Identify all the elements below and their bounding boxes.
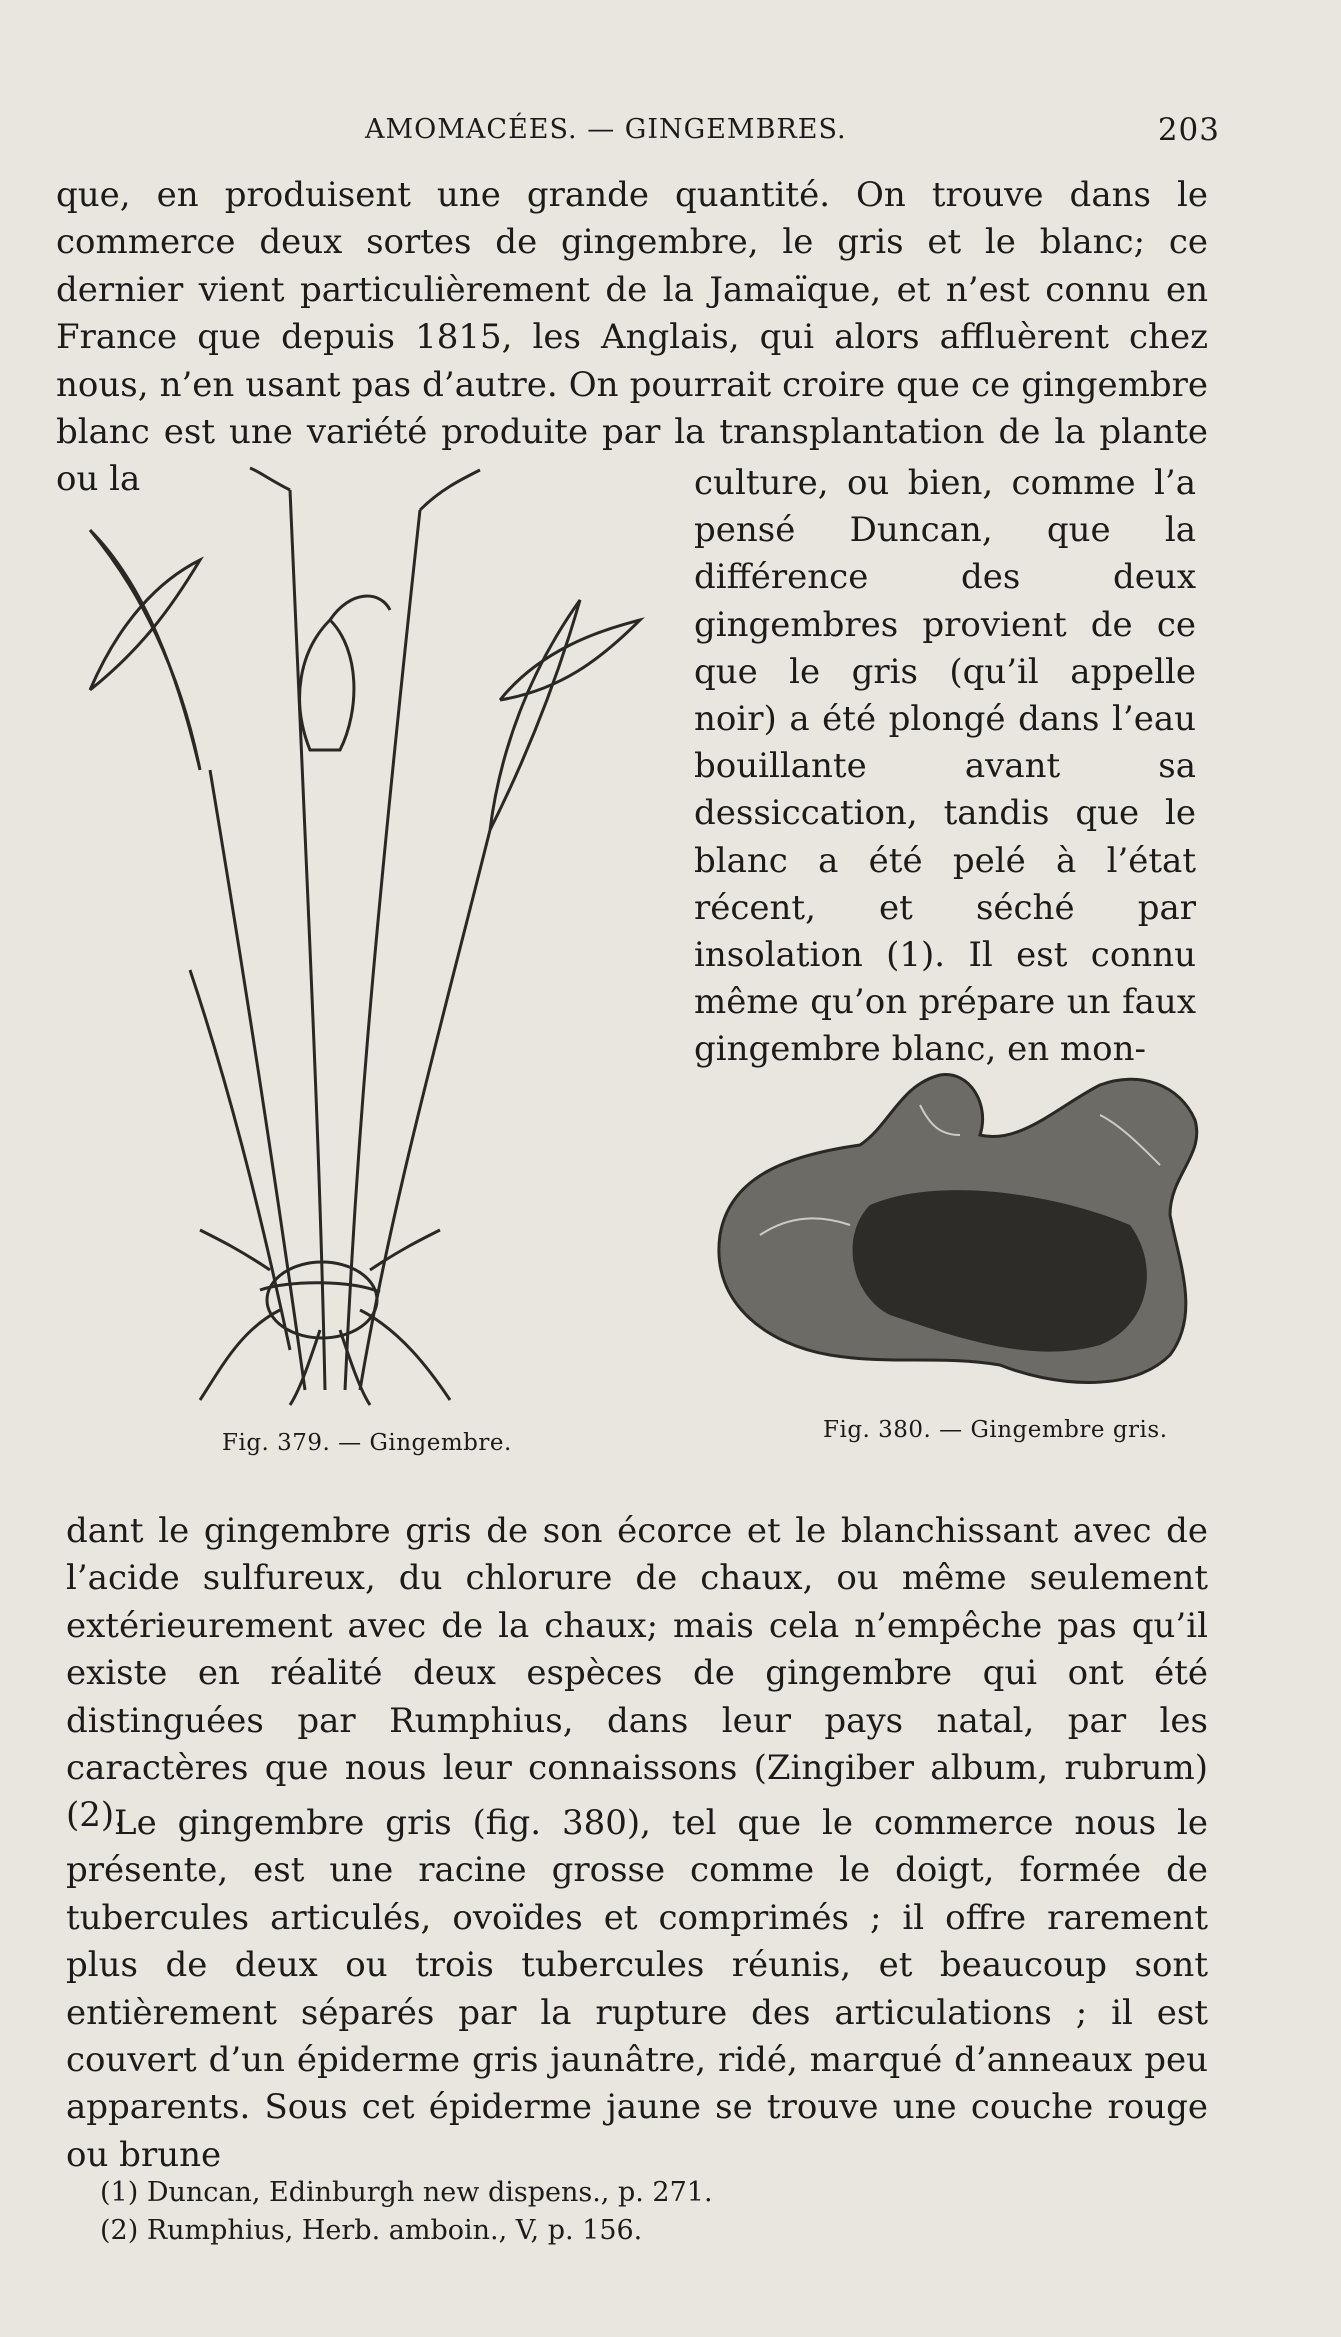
ginger-plant-illustration	[60, 450, 660, 1410]
fig379-caption: Fig. 379. — Gingembre.	[222, 1430, 512, 1456]
narrow-paragraph: culture, ou bien, comme l’a pensé Duncan, que la différence des deux gingembres provient de ce que le gris (qu’il appelle noir) a été plongé dans l’eau bouillante avant sa dessiccation, tandis que le blanc a été pelé à l’état récent, et séché par insolation (1). Il est connu même qu’on prépare un faux gingembre blanc, en mon-	[694, 463, 1196, 1070]
footnote-1: (1) Duncan, Edinburgh new dispens., p. 271.	[100, 2177, 713, 2208]
running-header	[60, 108, 1220, 158]
footnote-2: (2) Rumphius, Herb. amboin., V, p. 156.	[100, 2215, 643, 2246]
ginger-rhizome-illustration	[700, 1065, 1210, 1405]
running-title: AMOMACÉES. — GINGEMBRES.	[365, 114, 847, 145]
page-number: 203	[1157, 112, 1220, 148]
top-paragraph: que, en produisent une grande quantité. On trouve dans le commerce deux sortes de gingembre, le gris et le blanc; ce dernier vient particulièrement de la Jamaïque, et n’est connu en France que depuis 1815, les Anglais, qui alors affluèrent chez nous, n’en usant pas d’autre. On pourrait croire que ce gingembre blanc est une variété produite par la transplantation de la plante ou la	[56, 175, 1208, 500]
grey-ginger-paragraph: Le gingembre gris (fig. 380), tel que le commerce nous le présente, est une racine grosse comme le doigt, formée de tubercules articulés, ovoïdes et comprimés ; il offre rarement plus de deux ou trois tubercules réunis, et beaucoup sont entièrement séparés par la rupture des articulations ; il est couvert d’un épiderme gris jaunâtre, ridé, marqué d’anneaux peu apparents. Sous cet épiderme jaune se trouve une couche rouge ou brune	[66, 1803, 1208, 2175]
footnotes	[100, 2174, 1200, 2250]
fig380-caption: Fig. 380. — Gingembre gris.	[823, 1417, 1168, 1443]
after-figure-paragraph: dant le gingembre gris de son écorce et le blanchissant avec de l’acide sulfureux, du chlorure de chaux, ou même seulement extérieurement avec de la chaux; mais cela n’empêche pas qu’il existe en réalité deux espèces de gingembre qui ont été distinguées par Rumphius, dans leur pays natal, par les caractères que nous leur connaissons (Zingiber album, rubrum) (2).	[66, 1511, 1208, 1836]
